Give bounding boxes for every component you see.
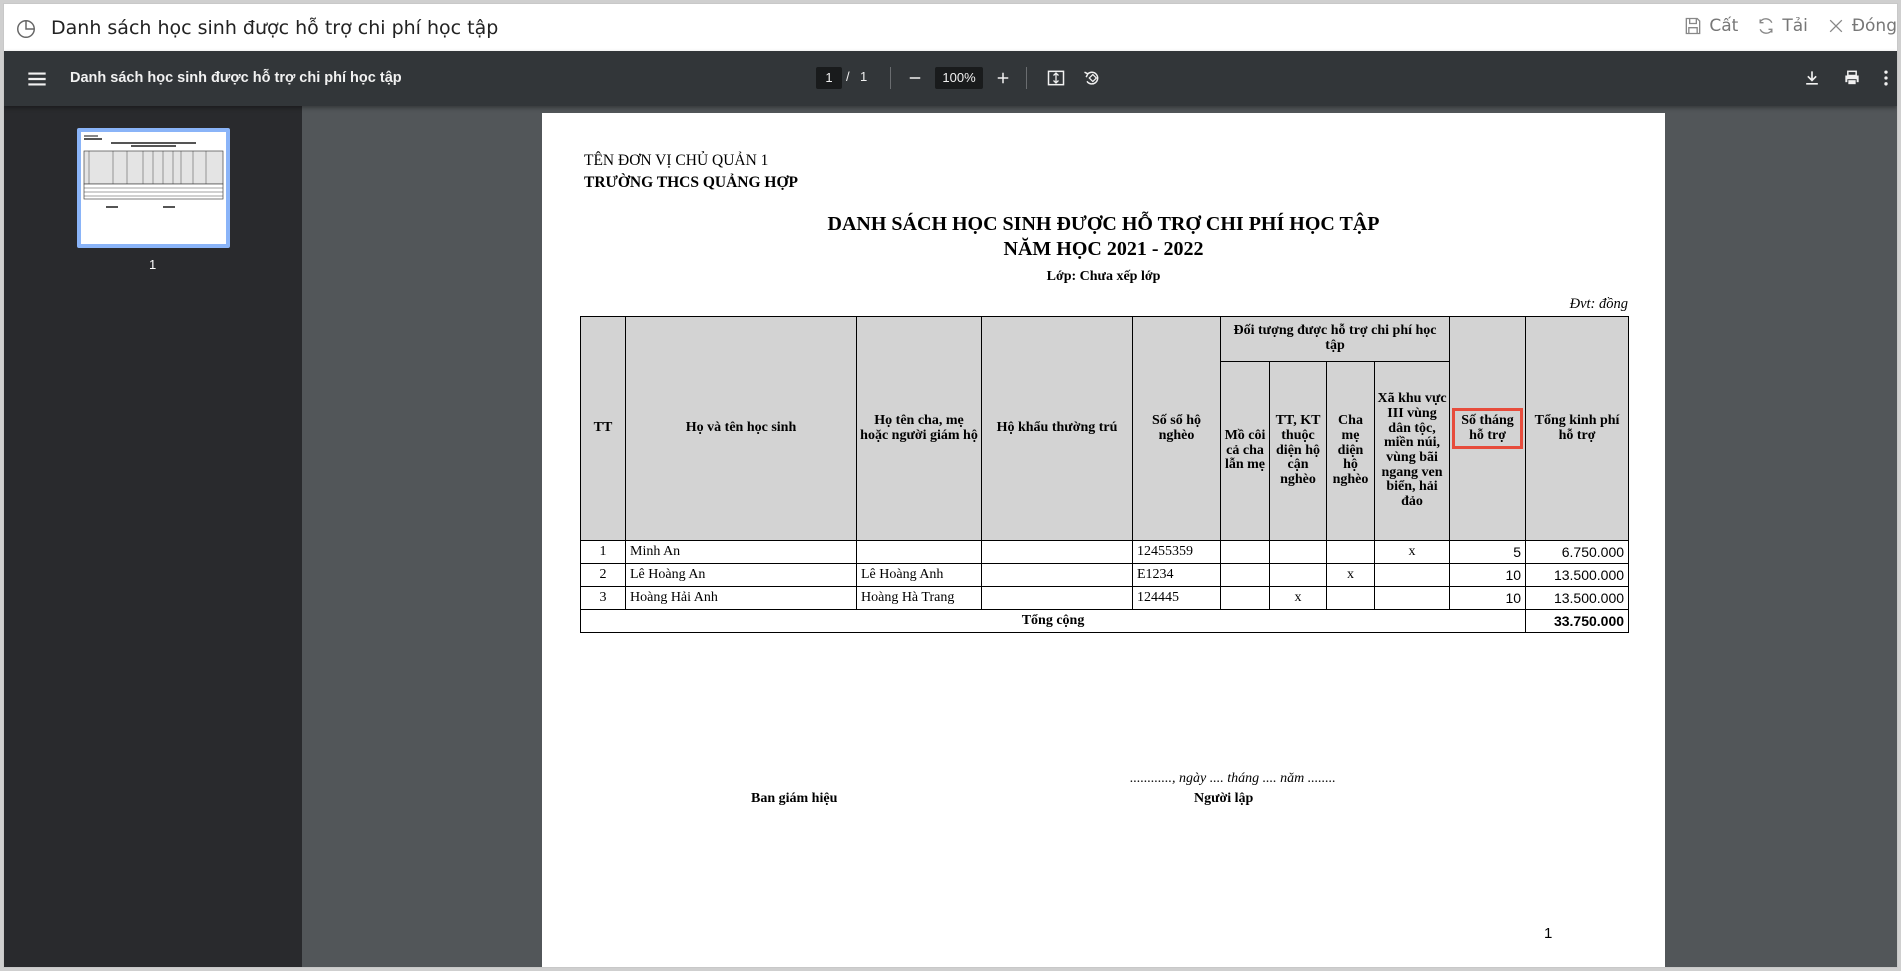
- thumbnail-preview: [81, 132, 226, 244]
- more-options-button[interactable]: [1878, 66, 1894, 90]
- header-total-cost: Tổng kinh phí hỗ trợ: [1526, 317, 1629, 541]
- document-heading: DANH SÁCH HỌC SINH ĐƯỢC HỖ TRỢ CHI PHÍ HỌC TẬP: [827, 213, 1380, 235]
- print-icon: [1842, 68, 1862, 88]
- signer-preparer: Người lập: [1194, 791, 1254, 806]
- header-orphan: Mồ côi cả cha lẫn mẹ: [1221, 362, 1270, 541]
- close-button[interactable]: [1826, 16, 1897, 36]
- cell-region: x: [1375, 541, 1450, 564]
- toolbar-divider: [1026, 67, 1027, 89]
- cell-poor-book: 124445: [1133, 587, 1221, 610]
- document-title: Danh sách học sinh được hỗ trợ chi phí học tập: [70, 70, 402, 86]
- cell-region: [1375, 587, 1450, 610]
- thumbnail-sidebar: [4, 106, 302, 968]
- print-button[interactable]: [1840, 66, 1864, 90]
- header-poor-parents: Cha mẹ diện hộ nghèo: [1327, 362, 1375, 541]
- cell-tt: 2: [581, 564, 626, 587]
- header-student-name: Họ và tên học sinh: [626, 317, 857, 541]
- page-separator: /: [846, 69, 850, 84]
- pdf-toolbar: [4, 51, 1897, 106]
- cell-near-poor: [1270, 541, 1327, 564]
- cell-poor-book: 12455359: [1133, 541, 1221, 564]
- header-tt: TT: [581, 317, 626, 541]
- zoom-out-button[interactable]: [903, 66, 927, 90]
- cell-poor-book: E1234: [1133, 564, 1221, 587]
- pie-chart-icon: [15, 18, 37, 40]
- window-title: Danh sách học sinh được hỗ trợ chi phí học tập: [51, 17, 499, 39]
- download-button[interactable]: [1800, 66, 1824, 90]
- cell-total: 6.750.000: [1526, 541, 1629, 564]
- window-actions: [1683, 16, 1897, 36]
- months-header-highlight: Số tháng hỗ trợ: [1452, 408, 1523, 449]
- download-icon: [1802, 68, 1822, 88]
- currency-unit: Đvt: đồng: [1569, 296, 1628, 312]
- cell-student: Lê Hoàng An: [626, 564, 857, 587]
- cell-region: [1375, 564, 1450, 587]
- fit-to-page-icon: [1046, 68, 1066, 88]
- cell-near-poor: [1270, 564, 1327, 587]
- header-near-poor: TT, KT thuộc diện hộ cận nghèo: [1270, 362, 1327, 541]
- reload-label: Tải: [1782, 16, 1808, 36]
- header-months: [1450, 317, 1526, 541]
- zoom-level[interactable]: 100%: [935, 67, 983, 89]
- fit-page-button[interactable]: [1044, 66, 1068, 90]
- header-residence: Hộ khẩu thường trú: [982, 317, 1133, 541]
- thumbnail-page-number: 1: [149, 257, 157, 272]
- cell-student: Hoàng Hải Anh: [626, 587, 857, 610]
- cell-near-poor: x: [1270, 587, 1327, 610]
- class-label: Lớp: Chưa xếp lớp: [1046, 269, 1161, 284]
- total-value: 33.750.000: [1526, 610, 1629, 633]
- title-bar: [4, 4, 1897, 51]
- rotate-icon: [1082, 68, 1102, 88]
- school-name: TRƯỜNG THCS QUẢNG HỢP: [584, 174, 799, 191]
- cell-poor-parents: x: [1327, 564, 1375, 587]
- cell-tt: 3: [581, 587, 626, 610]
- student-support-table: [580, 316, 1629, 633]
- total-label: Tổng cộng: [581, 610, 1526, 633]
- total-row: [581, 610, 1629, 633]
- table-row: [581, 587, 1629, 610]
- save-label: Cất: [1709, 16, 1739, 36]
- header-poor-book: Số sổ hộ nghèo: [1133, 317, 1221, 541]
- reload-button[interactable]: [1756, 16, 1808, 36]
- table-row: [581, 541, 1629, 564]
- close-icon: [1826, 16, 1846, 36]
- menu-icon[interactable]: [24, 66, 50, 92]
- cell-months: 10: [1450, 564, 1526, 587]
- cell-months: 10: [1450, 587, 1526, 610]
- school-year: NĂM HỌC 2021 - 2022: [1003, 238, 1204, 260]
- save-icon: [1683, 16, 1703, 36]
- cell-orphan: [1221, 564, 1270, 587]
- page-thumbnail[interactable]: [77, 128, 230, 248]
- save-button[interactable]: [1683, 16, 1738, 36]
- document-viewer[interactable]: [302, 106, 1898, 968]
- cell-poor-parents: [1327, 541, 1375, 564]
- zoom-in-button[interactable]: [991, 66, 1015, 90]
- header-support-group: Đối tượng được hỗ trợ chi phí học tập: [1221, 317, 1450, 362]
- cell-student: Minh An: [626, 541, 857, 564]
- more-vert-icon: [1883, 68, 1889, 88]
- cell-parent: Lê Hoàng Anh: [857, 564, 982, 587]
- table-row: [581, 564, 1629, 587]
- header-parent-name: Họ tên cha, mẹ hoặc người giám hộ: [857, 317, 982, 541]
- cell-residence: [982, 587, 1133, 610]
- page-footer-number: 1: [1544, 925, 1553, 942]
- signer-board: Ban giám hiệu: [751, 791, 838, 806]
- pdf-page: [542, 113, 1665, 968]
- minus-icon: [906, 69, 924, 87]
- cell-total: 13.500.000: [1526, 587, 1629, 610]
- page-total: 1: [860, 69, 868, 84]
- date-line: ............, ngày .... tháng .... năm ........: [1130, 771, 1336, 786]
- toolbar-divider: [890, 67, 891, 89]
- refresh-icon: [1756, 16, 1776, 36]
- cell-months: 5: [1450, 541, 1526, 564]
- plus-icon: [994, 69, 1012, 87]
- close-label: Đóng: [1851, 16, 1897, 36]
- cell-parent: Hoàng Hà Trang: [857, 587, 982, 610]
- page-number-input[interactable]: 1: [816, 67, 842, 89]
- header-region: Xã khu vực III vùng dân tộc, miền núi, vùng bãi ngang ven biển, hải đảo: [1375, 362, 1450, 541]
- parent-organization: TÊN ĐƠN VỊ CHỦ QUẢN 1: [584, 152, 769, 169]
- cell-residence: [982, 541, 1133, 564]
- cell-poor-parents: [1327, 587, 1375, 610]
- rotate-button[interactable]: [1080, 66, 1104, 90]
- cell-residence: [982, 564, 1133, 587]
- cell-total: 13.500.000: [1526, 564, 1629, 587]
- cell-orphan: [1221, 587, 1270, 610]
- cell-tt: 1: [581, 541, 626, 564]
- cell-orphan: [1221, 541, 1270, 564]
- cell-parent: [857, 541, 982, 564]
- app-window: [3, 3, 1898, 968]
